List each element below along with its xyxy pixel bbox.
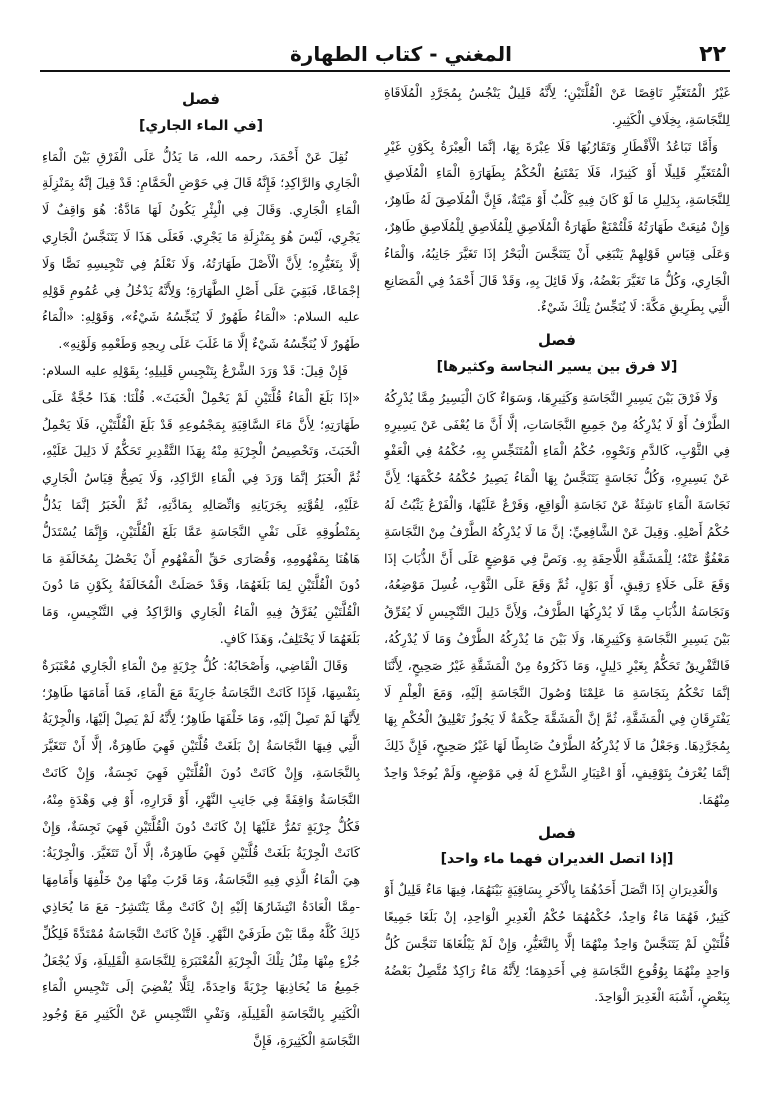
paragraph: وَلَا فَرْقَ بَيْنَ يَسِيرِ النَّجَاسَةِ وَكَثِيرِهَا، وَسَوَاءٌ كَانَ الْيَسِيرُ مِمَّا يُدْرِكُهُ الطَّرْفُ أَوْ لَا يُدْرِكُهُ مِنْ جَمِيعِ النَّجَاسَاتِ، إلَّا أَنَّ مَا يُعْفَى عَنْ يَسِيرِهِ فِي الثَّوْبِ، كَالدَّمِ وَنَحْوِهِ، حُكْمُ الْمَاءِ الْمُتَنَجِّسِ بِهِ، حُكْمُهُ فِي الْعَفْوِ عَنْ يَسِيرِهِ، وَكُلُّ نَجَاسَةٍ يَتَنَجَّسُ بِهَا الْمَاءُ يَصِيرُ حُكْمُهُ حُكْمَهَا؛ لِأَنَّ نَجَاسَةَ الْمَاءِ نَاشِئَةٌ عَنْ نَجَاسَةِ الْوَاقِعِ، وَفَرْعٌ عَلَيْهَا، وَالْفَرْعُ يَثْبُتُ لَهُ حُكْمُ أَصْلِهِ. وَقِيلَ عَنْ الشَّافِعِيِّ: إنَّ مَا لَا يُدْرِكُهُ الطَّرْفُ مِنْ النَّجَاسَةِ مَعْفُوٌّ عَنْهُ؛ لِلْمَشَقَّةِ اللَّاحِقَةِ بِهِ. وَنَصَّ فِي مَوْضِعٍ عَلَى أَنَّ الذُّبَابَ إذَا وَقَعَ عَلَى خَلَاءٍ رَقِيقٍ، أَوْ بَوْلٍ، ثُمَّ وَقَعَ عَلَى الثَّوْبِ، غُسِلَ مَوْضِعُهُ، وَنَجَاسَةُ الذُّبَابِ مِمَّا لَا يُدْرِكُهَا الطَّرْفُ، وَلِأَنَّ دَلِيلَ التَّنْجِيسِ لَا يُفَرِّقُ بَيْنَ يَسِيرِ النَّجَاسَةِ وَكَثِيرِهَا، وَلَا بَيْنَ مَا يُدْرِكُهُ الطَّرْفُ وَمَا لَا يُدْرِكُهُ، فَالتَّفْرِيقُ تَحَكُّمٌ بِغَيْرِ دَلِيلٍ، وَمَا ذَكَرُوهُ مِنْ الْمَشَقَّةِ غَيْرُ صَحِيحٍ، لِأَنَّنَا إنَّمَا نَحْكُمُ بِنَجَاسَةِ مَا عَلِمْنَا وُصُولَ النَّجَاسَةِ إلَيْهِ، وَمَعَ الْعِلْمِ لَا يَفْتَرِقَانِ فِي الْمَشَقَّةِ، ثُمَّ إنَّ الْمَشَقَّةَ حِكْمَةٌ لَا يَجُوزُ تَعْلِيقُ الْحُكْمِ بِهَا بِمُجَرَّدِهَا. وَجَعْلُ مَا لَا يُدْرِكُهُ الطَّرْفُ ضَابِطًا لَهَا غَيْرُ صَحِيحٍ، فَإِنَّ ذَلِكَ إنَّمَا يُعْرَفُ بِتَوْقِيفٍ، أَوْ اعْتِبَارِ الشَّرْعِ لَهُ فِي مَوْضِعٍ، وَلَمْ يُوجَدْ وَاحِدٌ مِنْهُمَا. <box>384 389 730 807</box>
right-column <box>384 80 730 1080</box>
page-number: ٢٢ <box>699 42 726 67</box>
paragraph: نُقِلَ عَنْ أَحْمَدَ، رحمه الله، مَا يَدُلُّ عَلَى الْفَرْقِ بَيْنَ الْمَاءِ الْجَارِي وَالرَّاكِدِ؛ فَإِنَّهُ قَالَ فِي حَوْضِ الْحَمَّامِ: قَدْ قِيلَ إنَّهُ بِمَنْزِلَةِ الْمَاءِ الْجَارِي. وَقَالَ فِي الْبِئْرِ يَكُونُ لَهَا مَادَّةٌ: هُوَ وَاقِفٌ لَا يَجْرِي، لَيْسَ هُوَ بِمَنْزِلَةِ مَا يَجْرِي. فَعَلَى هَذَا لَا يَتَنَجَّسُ الْجَارِي إلَّا بِتَغَيُّرِهِ؛ لِأَنَّ الْأَصْلَ طَهَارَتُهُ، وَلَا نَعْلَمُ فِي تَنْجِيسِهِ نَصًّا وَلَا إجْمَاعًا، فَبَقِيَ عَلَى أَصْلِ الطَّهَارَةِ؛ وَلِأَنَّهُ يَدْخُلُ فِي عُمُومِ قَوْلِهِ عليه السلام: «الْمَاءُ طَهُورٌ لَا يُنَجِّسُهُ شَيْءٌ»، وَقَوْلِهِ: «الْمَاءُ طَهُورٌ لَا يُنَجِّسُهُ شَيْءٌ إلَّا مَا غَلَبَ عَلَى رِيحِهِ وَطَعْمِهِ وَلَوْنِهِ». <box>42 148 360 352</box>
paragraph: وَقَالَ الْقَاضِي، وَأَصْحَابُهُ: كُلُّ جِرْيَةٍ مِنْ الْمَاءِ الْجَارِي مُعْتَبَرَةٌ بِنَفْسِهَا، فَإِذَا كَانَتْ النَّجَاسَةُ جَارِيَةً مَعَ الْمَاءِ، فَمَا أَمَامَهَا طَاهِرٌ؛ لِأَنَّهَا لَمْ تَصِلْ إلَيْهِ، وَمَا خَلْفَهَا طَاهِرٌ؛ لِأَنَّهُ لَمْ يَصِلْ إلَيْهَا، وَالْجِرْيَةُ الَّتِي فِيهَا النَّجَاسَةُ إنْ بَلَغَتْ قُلَّتَيْنِ فَهِيَ طَاهِرَةٌ، إلَّا أَنْ تَتَغَيَّرَ بِالنَّجَاسَةِ، وَإِنْ كَانَتْ دُونَ الْقُلَّتَيْنِ فَهِيَ نَجِسَةٌ، وَإِنْ كَانَتْ النَّجَاسَةُ وَاقِفَةً فِي جَانِبِ النَّهْرِ، أَوْ قَرَارِهِ، أَوْ فِي وَهْدَةٍ مِنْهُ، فَكُلُّ جِرْيَةٍ تَمُرُّ عَلَيْهَا إنْ كَانَتْ دُونَ الْقُلَّتَيْنِ فَهِيَ نَجِسَةٌ، وَإِنْ كَانَتْ الْجِرْيَةُ بَلَغَتْ قُلَّتَيْنِ فَهِيَ طَاهِرَةٌ، إلَّا أَنْ تَتَغَيَّرَ. وَالْجِرْيَةُ: هِيَ الْمَاءُ الَّذِي فِيهِ النَّجَاسَةُ، وَمَا قَرُبَ مِنْهَا مِنْ خَلْفِهَا وَأَمَامِهَا -مِمَّا الْعَادَةُ انْتِشَارُهَا إلَيْهِ إنْ كَانَتْ مِمَّا يَنْتَشِرُ- مَعَ مَا يُحَاذِي ذَلِكَ كُلَّهُ مِمَّا بَيْنَ طَرَفَيْ النَّهْرِ. فَإِنْ كَانَتْ النَّجَاسَةُ مُمْتَدَّةً فَلِكُلِّ جُزْءٍ مِنْهَا مِثْلُ تِلْكَ الْجِرْيَةِ الْمُعْتَبَرَةِ لِلنَّجَاسَةِ الْقَلِيلَةِ، وَلَا يُجْعَلُ جَمِيعُ مَا يُحَاذِيهَا جِرْيَةً وَاحِدَةً، لِئَلَّا يُفْضِيَ إلَى تَنْجِيسِ الْمَاءِ الْكَثِيرِ بِالنَّجَاسَةِ الْقَلِيلَةِ، وَنَفْيِ التَّنْجِيسِ عَنْ الْكَثِيرِ مَعَ وُجُودِ النَّجَاسَةِ الْكَثِيرَةِ، فَإِنَّ <box>42 657 360 1048</box>
section-subheading: [في الماء الجاري] <box>138 117 264 134</box>
section-heading: فصل <box>538 331 576 350</box>
paragraph: وَالْغَدِيرَانِ إذَا اتَّصَلَ أَحَدُهُمَا بِالْآخَرِ بِسَاقِيَةٍ بَيْنَهُمَا، فِيهَا مَاءٌ قَلِيلٌ أَوْ كَثِيرٌ، فَهُمَا مَاءٌ وَاحِدٌ، حُكْمُهُمَا حُكْمُ الْغَدِيرِ الْوَاحِدِ، إنْ بَلَغَا جَمِيعًا قُلَّتَيْنِ لَمْ يَتَنَجَّسْ وَاحِدٌ مِنْهُمَا إلَّا بِالتَّغَيُّرِ، وَإِنْ لَمْ يَبْلُغَاهَا تَنَجَّسَ كُلُّ وَاحِدٍ مِنْهُمَا بِوُقُوعِ النَّجَاسَةِ فِي أَحَدِهِمَا؛ لِأَنَّهُ مَاءٌ رَاكِدٌ مُتَّصِلٌ بَعْضُهُ بِبَعْضٍ، أَشْبَهَ الْغَدِيرَ الْوَاحِدَ. <box>384 882 730 1005</box>
section-heading: فصل <box>538 823 576 842</box>
section-subheading: [إذا اتصل الغديران فهما ماء واحد] <box>440 851 674 868</box>
section-subheading: [لا فرق بين يسير النجاسة وكثيرها] <box>436 358 678 375</box>
page-header <box>40 40 730 72</box>
section-heading: فصل <box>182 90 220 108</box>
paragraph: غَيْرُ الْمُتَغَيِّرِ نَاقِصًا عَنْ الْقُلَّتَيْنِ؛ لِأَنَّهُ قَلِيلٌ يَنْجُسُ بِمُجَرَّدِ الْمُلَاقَاةِ لِلنَّجَاسَةِ، بِخِلَافِ الْكَثِيرِ. <box>384 85 730 127</box>
paragraph: فَإِنْ قِيلَ: قَدْ وَرَدَ الشَّرْعُ بِتَنْجِيسِ قَلِيلِهِ؛ بِقَوْلِهِ عليه السلام: «إذَا بَلَغَ الْمَاءُ قُلَّتَيْنِ لَمْ يَحْمِلْ الْخَبَثَ». قُلْنَا: هَذَا حُجَّةٌ عَلَى طَهَارَتِهِ؛ لِأَنَّ مَاءَ السَّاقِيَةِ بِمَجْمُوعِهِ قَدْ بَلَغَ الْقُلَّتَيْنِ، فَلَا يَحْمِلُ الْخَبَثَ، وَتَخْصِيصُ الْجِرْيَةِ مِنْهُ بِهَذَا التَّقْدِيرِ تَحَكُّمٌ لَا دَلِيلَ عَلَيْهِ، ثُمَّ الْخَبَرُ إنَّمَا وَرَدَ فِي الْمَاءِ الرَّاكِدِ، وَلَا يَصِحُّ قِيَاسُ الْجَارِي عَلَيْهِ، لِقُوَّتِهِ بِجَرَيَانِهِ وَاتِّصَالِهِ بِمَادَّتِهِ، ثُمَّ الْخَبَرُ إنَّمَا يَدُلُّ بِمَنْطُوقِهِ عَلَى نَفْيِ النَّجَاسَةِ عَمَّا بَلَغَ الْقُلَّتَيْنِ، وَإِنَّمَا يُسْتَدَلُّ هَاهُنَا بِمَفْهُومِهِ، وَقُصَارَى حَقِّ الْمَفْهُومِ أَنْ يَحْصُلَ بِمُخَالَفَةِ مَا دُونَ الْقُلَّتَيْنِ لِمَا بَلَغَهُمَا، وَقَدْ حَصَلَتْ الْمُخَالَفَةُ بِكَوْنِ مَا دُونَ الْقُلَّتَيْنِ يُفَرَّقُ فِيهِ الْمَاءُ الْجَارِي وَالرَّاكِدُ فِي التَّنْجِيسِ، وَمَا بَلَغَهُمَا لَا يَخْتَلِفُ، وَهَذَا كَافٍ. <box>42 362 360 646</box>
paragraph: وَأَمَّا تَبَاعُدُ الْأَقْطَارِ وَتَقَارُبُهَا فَلَا عِبْرَةَ بِهَا، إنَّمَا الْعِبْرَةُ بِكَوْنِ غَيْرِ الْمُتَغَيِّرِ قَلِيلًا أَوْ كَثِيرًا، فَلَا يَمْتَنِعُ الْحُكْمُ بِطَهَارَةِ الْمَاءِ الْمُلَاصِقِ لِلنَّجَاسَةِ، بِدَلِيلِ مَا لَوْ كَانَ فِيهِ كَلْبٌ أَوْ مَيْتَةٌ، فَإِنَّ الْمُلَاصِقَ لَهُ طَاهِرٌ، وَإِنْ مُنِعَتْ طَهَارَتُهُ فَلْتُمْنَعْ طَهَارَةُ الْمُلَاصِقِ لِلْمُلَاصِقِ لِلْمُلَاصِقِ طَاهِرٌ، وَعَلَى قِيَاسِ قَوْلِهِمْ يَنْبَغِي أَنْ يَتَنَجَّسَ الْبَحْرُ إذَا تَغَيَّرَ جَانِبُهُ، وَالْمَاءُ الْجَارِي، وَكُلُّ مَا تَغَيَّرَ بَعْضُهُ، وَلَا قَائِلَ بِهِ، وَقَدْ قَالَ أَحْمَدُ فِي الْمَصَانِعِ الَّتِي بِطَرِيقِ مَكَّةَ: لَا يُنَجِّسُ تِلْكَ شَيْءٌ. <box>384 138 730 315</box>
left-column <box>42 80 360 1080</box>
running-title: المغني - كتاب الطهارة <box>290 42 512 66</box>
